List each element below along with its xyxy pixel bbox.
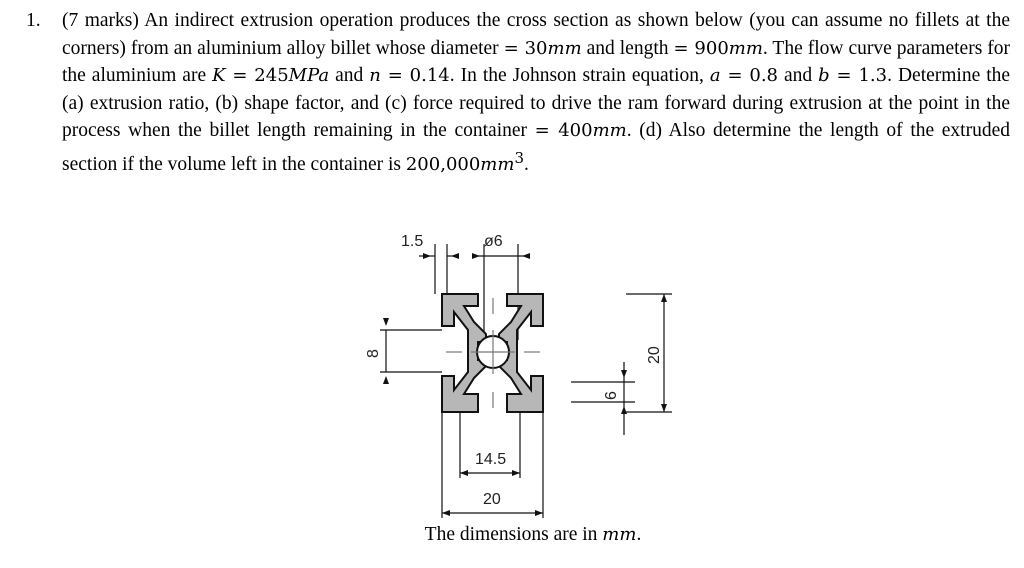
question-line2: and length: [586, 37, 669, 59]
dim-bore: ø6: [484, 233, 503, 250]
question-text: (7 marks) An indirect extrusion operation produces the cross section as shown below (you can assume no fillets at the corners) from an aluminium alloy billet whose diameter = 30mm and length = 900mm. The flow curve parameters for the aluminium are K = 245MPa and n = 0.14. In the Johnson strain equation, a = 0.8 and b = 1.3. Determine the (a) extrusion ratio, (b) shape factor, and (c) force required to drive the ram forward during extrusion at the point in the process when the billet length remaining in the container = 400mm. (d) Also determine the length of the extruded section if the volume left in the container is $200,000mm^3$.: [62, 10, 1011, 175]
question-number: 1.: [26, 10, 41, 31]
question-line4: and: [335, 65, 364, 87]
dim-height: 20: [646, 346, 663, 364]
question-line6: and: [784, 65, 813, 87]
b-value: = 1.3: [836, 65, 888, 87]
n-value: = 0.14: [387, 65, 450, 87]
length-value: = 900: [673, 37, 729, 59]
dim-inner-width: 14.5: [475, 451, 507, 468]
question-marks: (7 marks): [62, 10, 139, 31]
question-line7: . Determine the (a) extrusion ratio, (b) shape factor, and (c) force required to drive the ram forward during extrusion at the point in the process when the billet length remaining in the container: [62, 65, 1011, 142]
question-line1: An indirect extrusion operation produces the cross section as shown below (you can assume no fillets at the corners) from an aluminium alloy billet whose diameter: [62, 10, 1010, 59]
cross-section-figure: [350, 222, 680, 527]
dim-slot-v: 8: [365, 349, 382, 358]
a-value: = 0.8: [727, 65, 779, 87]
figure-caption: The dimensions are in mm.: [424, 524, 642, 545]
volume-value: 200,000: [405, 153, 481, 175]
question-line8: . (d) Also determine the length of the extruded section if the volume left in the container is: [62, 120, 1010, 175]
caption-text: The dimensions are in: [424, 524, 598, 545]
cross-section-drawing: [350, 222, 680, 527]
diameter-value: = 30: [503, 37, 548, 59]
question-line3: . The flow curve parameters for the aluminium are: [62, 37, 1010, 87]
question-line5: . In the Johnson strain equation,: [449, 65, 704, 87]
remaining-value: = 400: [534, 120, 593, 142]
dim-width: 20: [483, 491, 501, 508]
question-block: [26, 7, 1010, 179]
dim-slot-inner: 6: [603, 391, 620, 400]
dim-wall: 1.5: [401, 233, 424, 250]
k-value: = 245: [232, 65, 289, 87]
